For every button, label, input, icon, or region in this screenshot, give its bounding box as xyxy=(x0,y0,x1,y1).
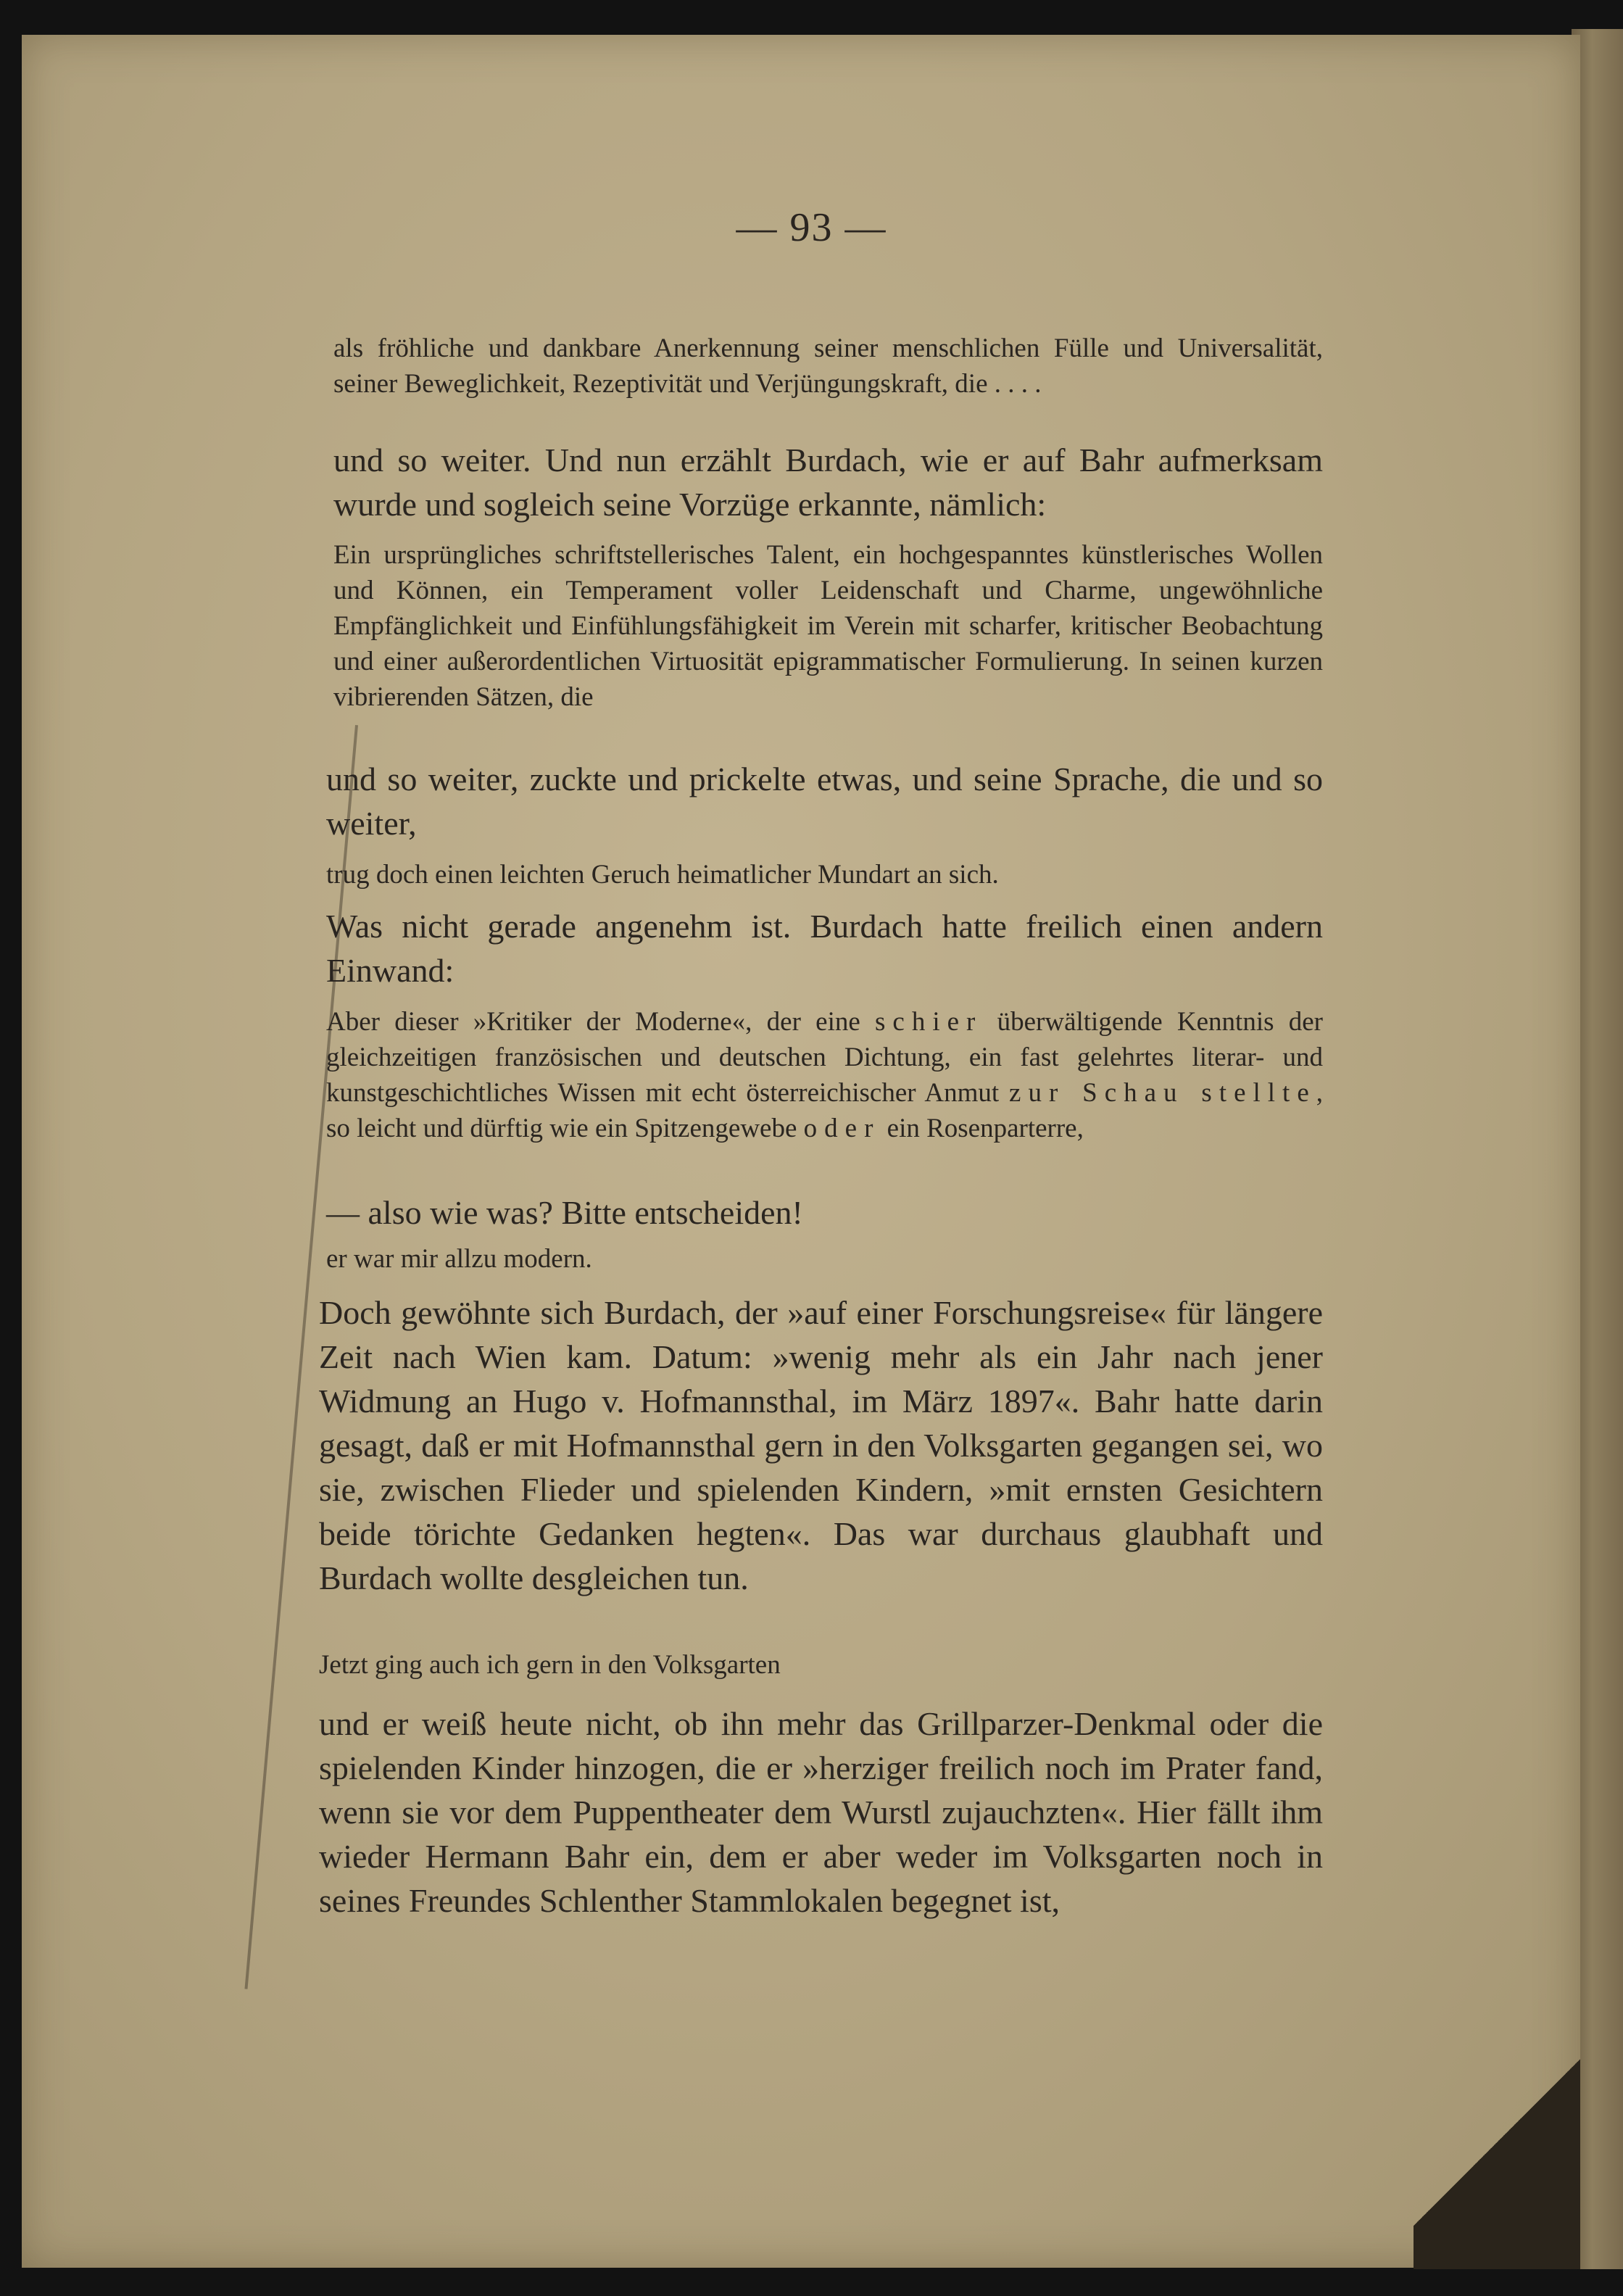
quote-4-text-c: , so leicht und dürftig wie ein Spitzengewebe xyxy=(326,1078,1323,1143)
quote-4-emphasis-zur-schau-stellte: zur Schau stellte xyxy=(1009,1078,1316,1108)
quote-4-text-b: überwältigende Kenntnis der gleichzeitigen französischen und deutschen Dichtung, ein fast gelehrtes literar- und kunstgeschichtliches Wissen mit echt österreichischer Anmut xyxy=(326,1007,1323,1108)
quote-block-6: Jetzt ging auch ich gern in den Volksgarten xyxy=(319,1650,781,1680)
page-number: — 93 — xyxy=(736,205,887,250)
quote-block-5: er war mir allzu modern. xyxy=(326,1244,592,1274)
folded-corner xyxy=(1414,2015,1580,2269)
quote-4-text-a: Aber dieser »Kritiker der Moderne«, der eine xyxy=(326,1007,876,1037)
body-paragraph-3: Was nicht gerade angenehm ist. Burdach hatte freilich einen andern Einwand: xyxy=(326,908,1323,989)
body-paragraph-6: und er weiß heute nicht, ob ihn mehr das Grillparzer-Denkmal oder die spielenden Kinder hinzogen, die er »herziger freilich noch im Prater fand, wenn sie vor dem Puppentheater dem Wurstl zujauchzten«. Hier fällt ihm wieder Hermann Bahr ein, dem er aber weder im Volksgarten noch in seines Freundes Schlenther Stammlokalen begegnet ist, xyxy=(319,1705,1323,1919)
body-paragraph-2: und so weiter, zuckte und prickelte etwas, und seine Sprache, die und so weiter, xyxy=(326,761,1323,842)
body-paragraph-1: und so weiter. Und nun erzählt Burdach, wie er auf Bahr aufmerksam wurde und sogleich seine Vorzüge erkannte, nämlich: xyxy=(333,442,1323,523)
quote-4-text-d: ein Rosenparterre, xyxy=(880,1114,1084,1143)
quote-4-emphasis-schier: schier xyxy=(875,1007,983,1037)
body-paragraph-5: Doch gewöhnte sich Burdach, der »auf einer Forschungsreise« für längere Zeit nach Wien kam. Datum: »wenig mehr als ein Jahr nach jener Widmung an Hugo v. Hofmannsthal, im März 1897«. Bahr hatte darin gesagt, daß er mit Hofmannsthal gern in den Volksgarten gegangen sei, wo sie, zwischen Flieder und spielenden Kindern, »mit ernsten Gesichtern beide törichte Gedanken hegten«. Das war durchaus glaubhaft und Burdach wollte desgleichen tun. xyxy=(319,1294,1323,1596)
body-paragraph-4: — also wie was? Bitte entscheiden! xyxy=(326,1194,803,1231)
quote-4-emphasis-oder: oder xyxy=(803,1114,881,1143)
quote-block-3: trug doch einen leichten Geruch heimatlicher Mundart an sich. xyxy=(326,860,999,890)
quote-block-2: Ein ursprüngliches schriftstellerisches Talent, ein hochgespanntes künstlerisches Wollen und Können, ein Temperament voller Leidenschaft und Charme, ungewöhnliche Empfänglichkeit und Einfühlungsfähigkeit im Verein mit scharfer, kritischer Beobachtung und einer außerordentlichen Virtuosität epigrammatischer Formulierung. In seinen kurzen vibrierenden Sätzen, die xyxy=(333,540,1323,712)
quote-block-1: als fröhliche und dankbare Anerkennung seiner menschlichen Fülle und Universalität, seiner Beweglichkeit, Rezeptivität und Verjüngungskraft, die . . . . xyxy=(333,333,1323,399)
quote-block-4 xyxy=(326,1004,1323,1146)
